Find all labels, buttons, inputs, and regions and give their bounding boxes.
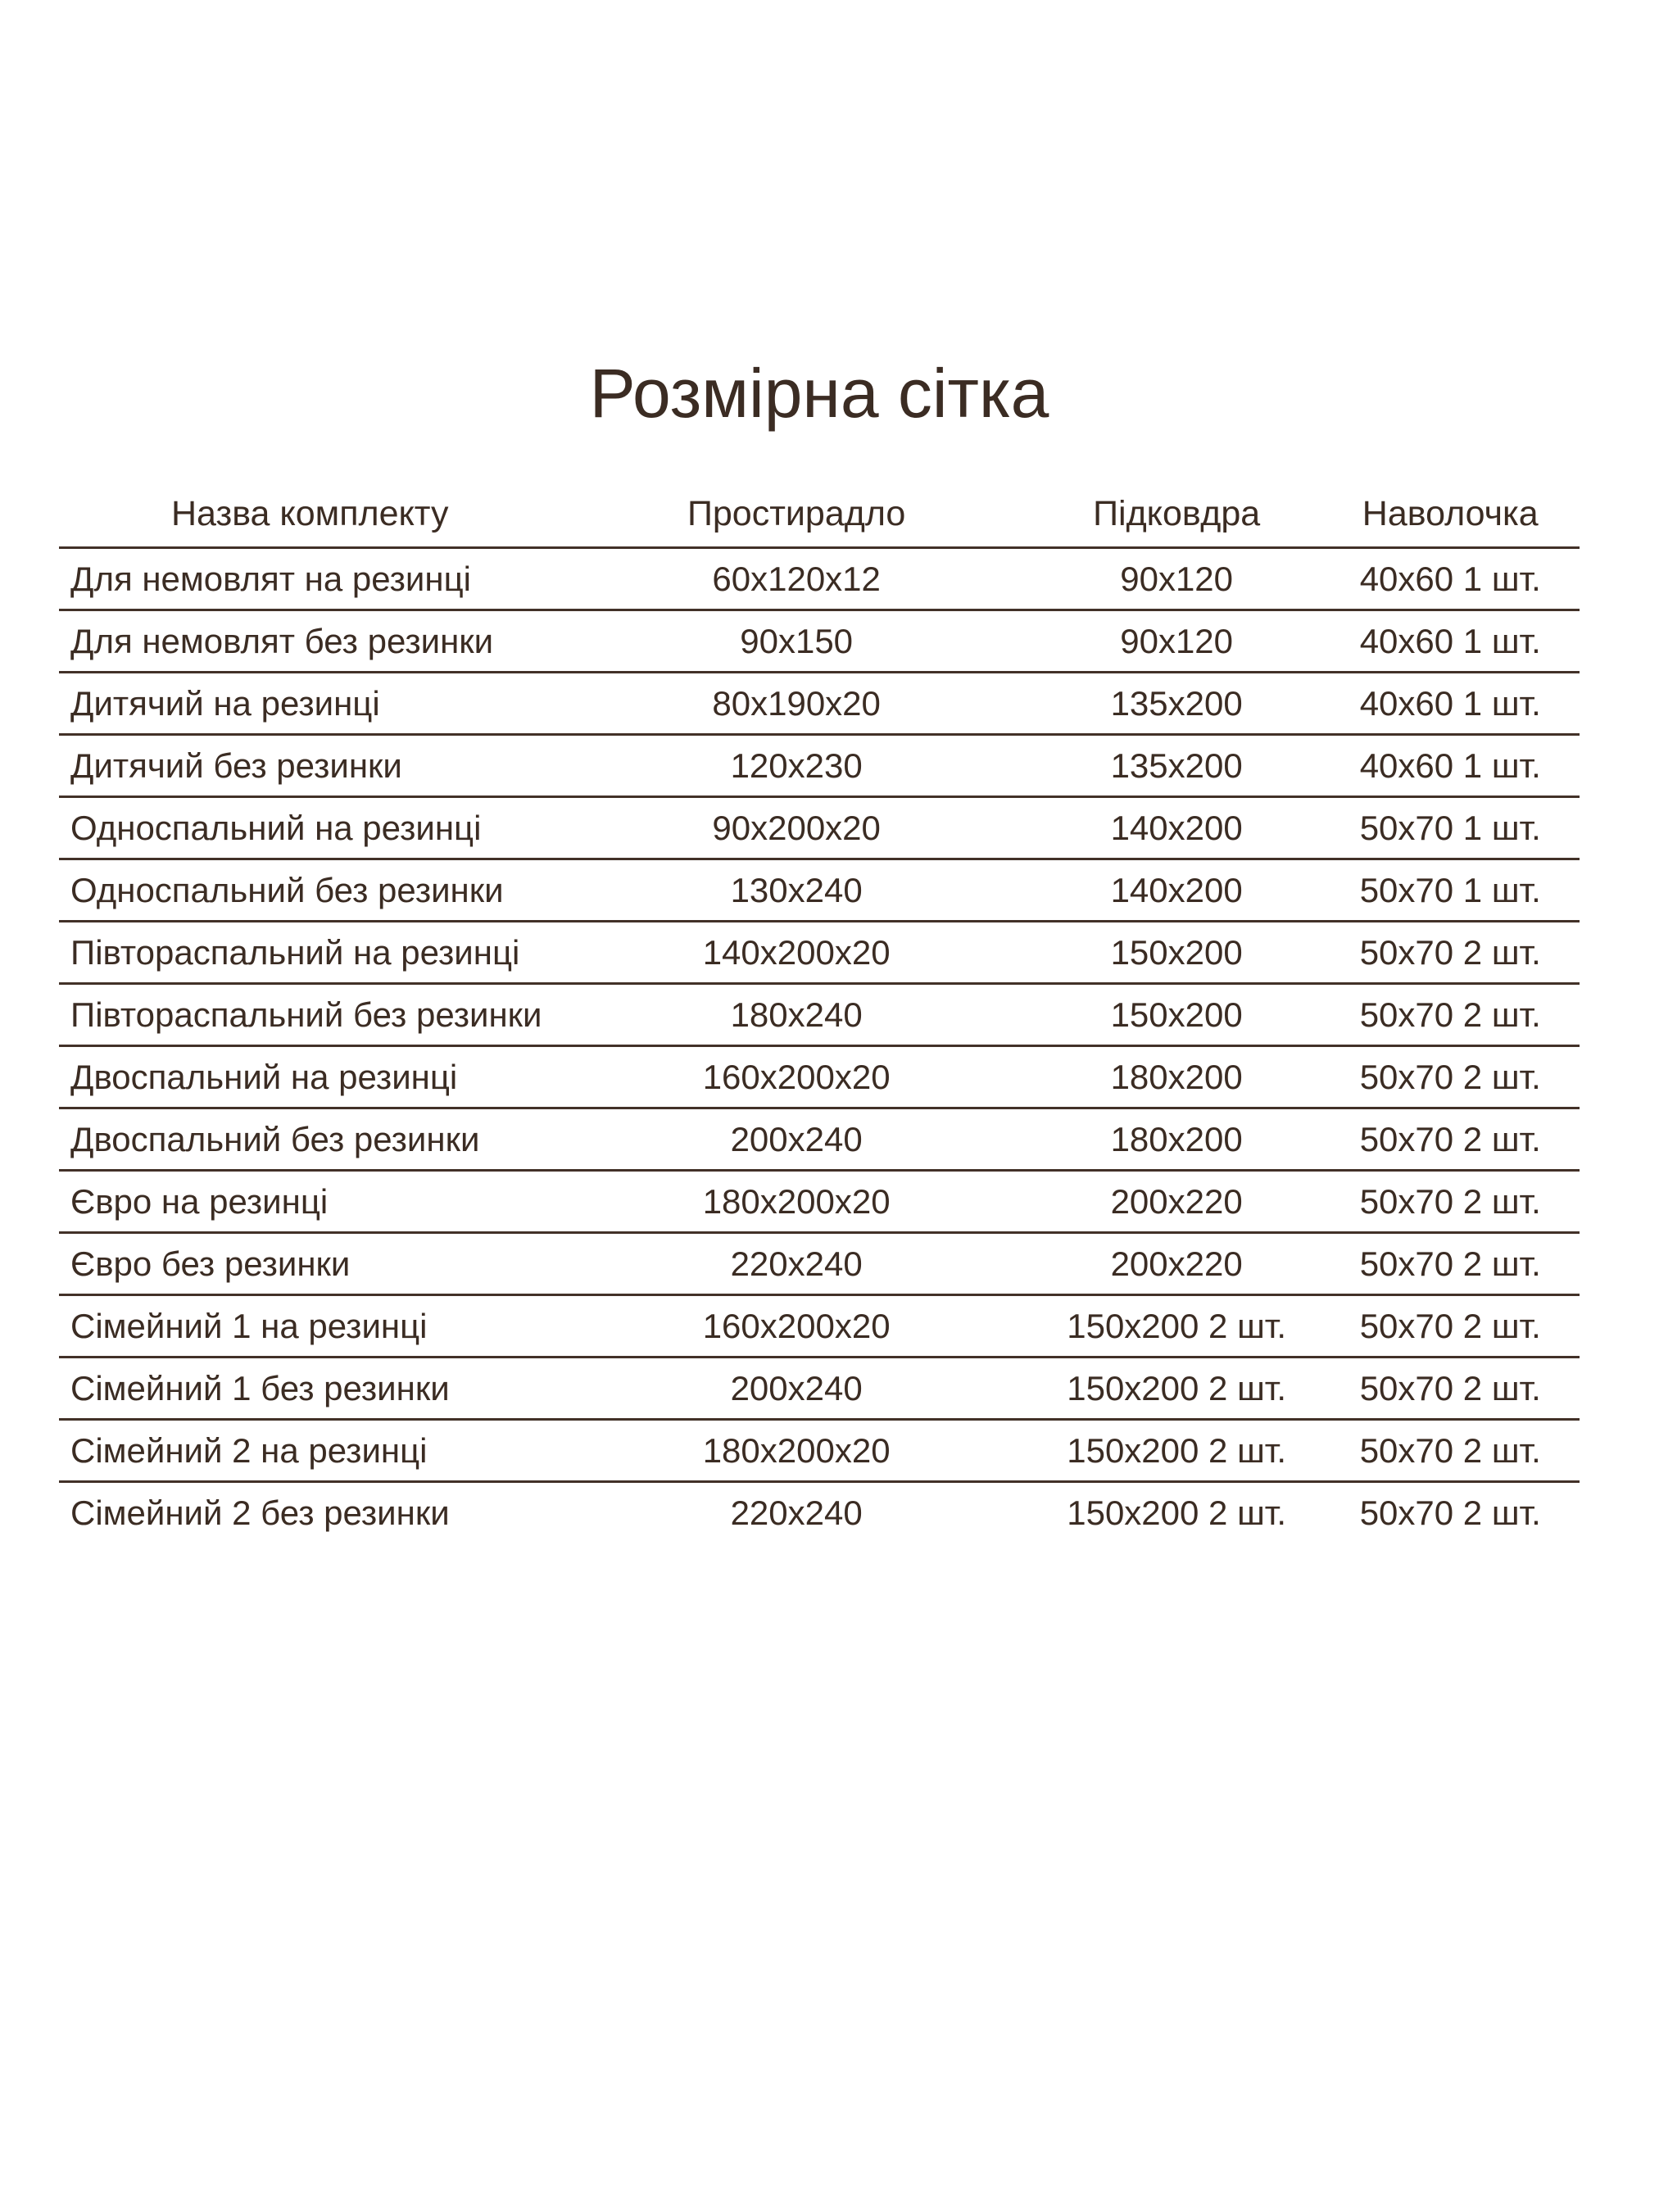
- cell-bedsheet: 90х150: [560, 610, 1031, 673]
- cell-pillowcase: 50х70 2 шт.: [1321, 1233, 1580, 1295]
- cell-bedsheet: 180х240: [560, 984, 1031, 1046]
- table-row: [59, 922, 1580, 984]
- cell-bedsheet: 160х200х20: [560, 1046, 1031, 1108]
- cell-duvet: 180х200: [1032, 1046, 1321, 1108]
- cell-pillowcase: 50х70 2 шт.: [1321, 1046, 1580, 1108]
- cell-set-name: Євро без резинки: [59, 1233, 560, 1295]
- column-header-duvet: Підковдра: [1032, 483, 1321, 548]
- cell-set-name: Дитячий без резинки: [59, 735, 560, 797]
- cell-pillowcase: 50х70 2 шт.: [1321, 1358, 1580, 1420]
- cell-pillowcase: 50х70 2 шт.: [1321, 984, 1580, 1046]
- cell-pillowcase: 40х60 1 шт.: [1321, 610, 1580, 673]
- cell-duvet: 150х200: [1032, 922, 1321, 984]
- table-row: [59, 735, 1580, 797]
- table-row: [59, 1358, 1580, 1420]
- header-row: [59, 483, 1580, 548]
- table-row: [59, 610, 1580, 673]
- cell-duvet: 90х120: [1032, 610, 1321, 673]
- cell-set-name: Односпальний на резинці: [59, 797, 560, 859]
- cell-pillowcase: 50х70 1 шт.: [1321, 797, 1580, 859]
- cell-bedsheet: 60х120х12: [560, 548, 1031, 610]
- cell-bedsheet: 160х200х20: [560, 1295, 1031, 1358]
- table-row: [59, 548, 1580, 610]
- cell-duvet: 135х200: [1032, 735, 1321, 797]
- cell-bedsheet: 90х200х20: [560, 797, 1031, 859]
- cell-duvet: 150х200 2 шт.: [1032, 1420, 1321, 1482]
- size-table: [59, 483, 1580, 1544]
- column-header-set-name: Назва комплекту: [59, 483, 560, 548]
- cell-bedsheet: 120х230: [560, 735, 1031, 797]
- cell-pillowcase: 50х70 2 шт.: [1321, 1420, 1580, 1482]
- cell-set-name: Для немовлят без резинки: [59, 610, 560, 673]
- cell-set-name: Двоспальний на резинці: [59, 1046, 560, 1108]
- cell-pillowcase: 50х70 2 шт.: [1321, 1295, 1580, 1358]
- cell-duvet: 180х200: [1032, 1108, 1321, 1171]
- table-row: [59, 1046, 1580, 1108]
- column-header-bedsheet: Простирадло: [560, 483, 1031, 548]
- cell-duvet: 140х200: [1032, 859, 1321, 922]
- cell-pillowcase: 40х60 1 шт.: [1321, 735, 1580, 797]
- cell-set-name: Сімейний 2 на резинці: [59, 1420, 560, 1482]
- cell-duvet: 135х200: [1032, 673, 1321, 735]
- cell-pillowcase: 50х70 2 шт.: [1321, 922, 1580, 984]
- cell-duvet: 150х200 2 шт.: [1067, 1494, 1287, 1533]
- table-row: [59, 984, 1580, 1046]
- table-row: [59, 1295, 1580, 1358]
- cell-set-name: Півтораспальний на резинці: [59, 922, 560, 984]
- table-row: [59, 859, 1580, 922]
- cell-pillowcase: 40х60 1 шт.: [1321, 673, 1580, 735]
- cell-set-name: Півтораспальний без резинки: [59, 984, 560, 1046]
- size-table-header: [59, 483, 1580, 548]
- cell-duvet: 90х120: [1032, 548, 1321, 610]
- size-table-body: [59, 548, 1580, 1544]
- cell-bedsheet: 140х200х20: [560, 922, 1031, 984]
- page-title: Розмірна сітка: [589, 355, 1049, 432]
- cell-set-name: Односпальний без резинки: [59, 859, 560, 922]
- cell-bedsheet: 180х200х20: [560, 1420, 1031, 1482]
- cell-duvet: 150х200 2 шт.: [1032, 1358, 1321, 1420]
- cell-set-name: Сімейний 1 без резинки: [59, 1358, 560, 1420]
- table-row: [59, 797, 1580, 859]
- cell-duvet: 150х200 2 шт.: [1032, 1295, 1321, 1358]
- cell-duvet: 200х220: [1032, 1171, 1321, 1233]
- table-row: [59, 1171, 1580, 1233]
- table-row: [59, 1482, 1580, 1544]
- cell-bedsheet: 220х240: [560, 1233, 1031, 1295]
- cell-bedsheet: 180х200х20: [560, 1171, 1031, 1233]
- table-row: [59, 1233, 1580, 1295]
- table-row: [59, 1108, 1580, 1171]
- cell-pillowcase: 40х60 1 шт.: [1321, 548, 1580, 610]
- cell-set-name: Для немовлят на резинці: [59, 548, 560, 610]
- cell-pillowcase: 50х70 2 шт.: [1321, 1171, 1580, 1233]
- cell-pillowcase: 50х70 2 шт.: [1321, 1108, 1580, 1171]
- cell-bedsheet: 80х190х20: [560, 673, 1031, 735]
- cell-set-name: Сімейний 1 на резинці: [59, 1295, 560, 1358]
- cell-duvet: 140х200: [1032, 797, 1321, 859]
- cell-set-name: Двоспальний без резинки: [59, 1108, 560, 1171]
- cell-bedsheet: 130х240: [560, 859, 1031, 922]
- cell-pillowcase: 50х70 1 шт.: [1321, 859, 1580, 922]
- cell-set-name: Сімейний 2 без резинки: [70, 1494, 450, 1533]
- cell-bedsheet: 200х240: [560, 1358, 1031, 1420]
- cell-pillowcase: 50х70 2 шт.: [1359, 1494, 1541, 1533]
- table-row: [59, 1420, 1580, 1482]
- cell-set-name: Дитячий на резинці: [59, 673, 560, 735]
- table-row: [59, 673, 1580, 735]
- cell-duvet: 200х220: [1032, 1233, 1321, 1295]
- cell-bedsheet: 220х240: [730, 1494, 863, 1533]
- cell-duvet: 150х200: [1032, 984, 1321, 1046]
- cell-set-name: Євро на резинці: [59, 1171, 560, 1233]
- column-header-pillowcase: Наволочка: [1321, 483, 1580, 548]
- cell-bedsheet: 200х240: [560, 1108, 1031, 1171]
